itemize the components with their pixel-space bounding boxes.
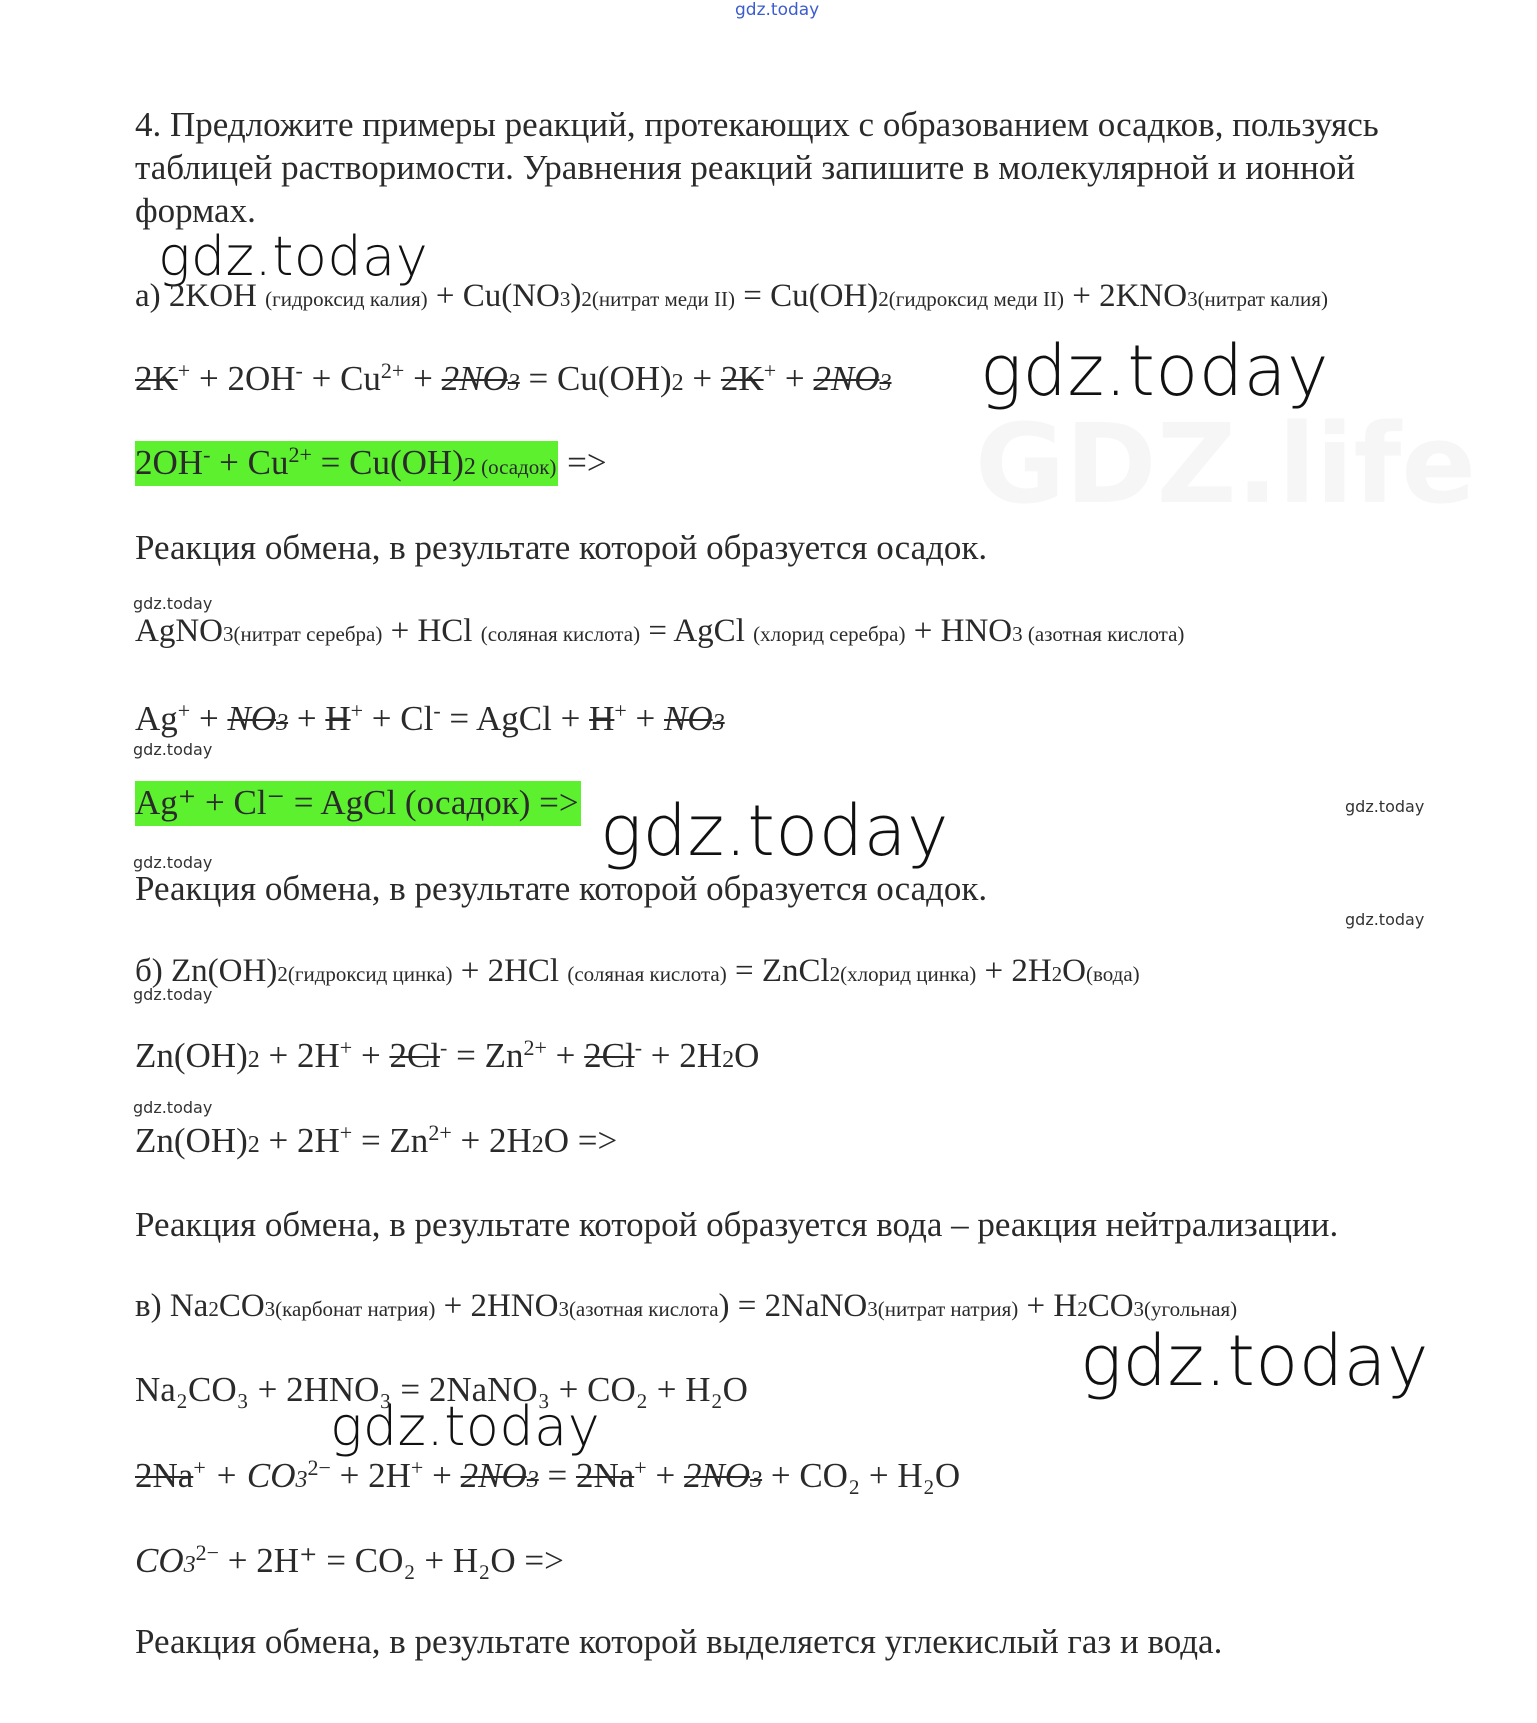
watermark: gdz.today bbox=[600, 790, 949, 872]
watermark: gdz.today bbox=[1345, 797, 1425, 816]
watermark: gdz.today bbox=[133, 740, 213, 759]
watermark-top: gdz.today bbox=[735, 0, 820, 20]
equation-v-molecular-2: Na₂CO₃ + 2HNO₃ = 2NaNO₃ + CO₂ + H₂O bbox=[135, 1370, 748, 1409]
equation-ag-short: Ag⁺ + Cl⁻ = AgCl (осадок) => bbox=[135, 783, 581, 823]
equation-b-ionic: $Zn(OH)2 + 2H^+ + 2Cl^- = Zn^{2+} + 2Cl^- + 2H2O$ bbox=[135, 1035, 760, 1075]
ghost-watermark: GDZ.life bbox=[975, 400, 1477, 528]
equation-ag-ionic: Ag+ + NO3 + H+ + Cl- = AgCl + H+ + NO3 bbox=[135, 698, 725, 738]
watermark: gdz.today bbox=[1345, 910, 1425, 929]
conclusion-a-2: Реакция обмена, в результате которой образуется осадок. bbox=[135, 869, 988, 908]
watermark: gdz.today bbox=[158, 225, 429, 288]
equation-v-molecular: в) Na2CO3(карбонат натрия) + 2HNO3(азотная кислота) = 2NaNO3(нитрат натрия) + H2CO3(угольная) bbox=[135, 1288, 1238, 1324]
watermark: gdz.today bbox=[133, 594, 213, 613]
equation-b-short: $Zn(OH)2 + 2H^+ = Zn^{2+} + 2H2O$ => bbox=[135, 1120, 618, 1160]
conclusion-v: Реакция обмена, в результате которой выделяется углекислый газ и вода. bbox=[135, 1622, 1223, 1661]
watermark: gdz.today bbox=[133, 985, 213, 1004]
watermark: gdz.today bbox=[1080, 1320, 1429, 1402]
equation-b-molecular: б) Zn(OH)2(гидроксид цинка) + 2HCl (соляная кислота) = ZnCl2(хлорид цинка) + 2H2O(вода) bbox=[135, 953, 1140, 989]
task-statement: 4. Предложите примеры реакций, протекающих с образованием осадков, пользуясь таблицей растворимости. Уравнения реакций запишите в молекулярной и ионной формах. bbox=[135, 105, 1379, 230]
equation-a-ionic: $2K^+ + 2OH^- + Cu^{2+} + 2NO3 = Cu(OH)2 + 2K^+ + 2NO3$ bbox=[135, 358, 892, 398]
conclusion-a-1: Реакция обмена, в результате которой образуется осадок. bbox=[135, 528, 988, 567]
equation-v-ionic: $2Na^+ + CO3^{2-} + 2H^+ + 2NO3 = 2Na^+ + 2NO3 + CO_2 + H_2O$ bbox=[135, 1455, 961, 1495]
watermark: gdz.today bbox=[133, 853, 213, 872]
watermark: gdz.today bbox=[980, 330, 1329, 412]
conclusion-b: Реакция обмена, в результате которой образуется вода – реакция нейтрализации. bbox=[135, 1205, 1339, 1244]
equation-v-short: $CO3^{2-} + 2H^+ = CO_2 + H_2O$ => bbox=[135, 1540, 564, 1580]
watermark: gdz.today bbox=[133, 1098, 213, 1117]
equation-a-short: $2OH^- + Cu^{2+} = Cu(OH)2$ (осадок) => bbox=[135, 442, 607, 483]
equation-a-molecular: а) 2KOH (гидроксид калия) + Cu(NO3)2(нитрат меди II) = Cu(OH)2(гидроксид меди II) + 2KNO3(нитрат калия) bbox=[135, 278, 1328, 314]
equation-ag-molecular: AgNO3(нитрат серебра) + HCl (соляная кислота) = AgCl (хлорид серебра) + HNO3 (азотная кислота) bbox=[135, 613, 1185, 649]
watermark: gdz.today bbox=[330, 1395, 601, 1458]
